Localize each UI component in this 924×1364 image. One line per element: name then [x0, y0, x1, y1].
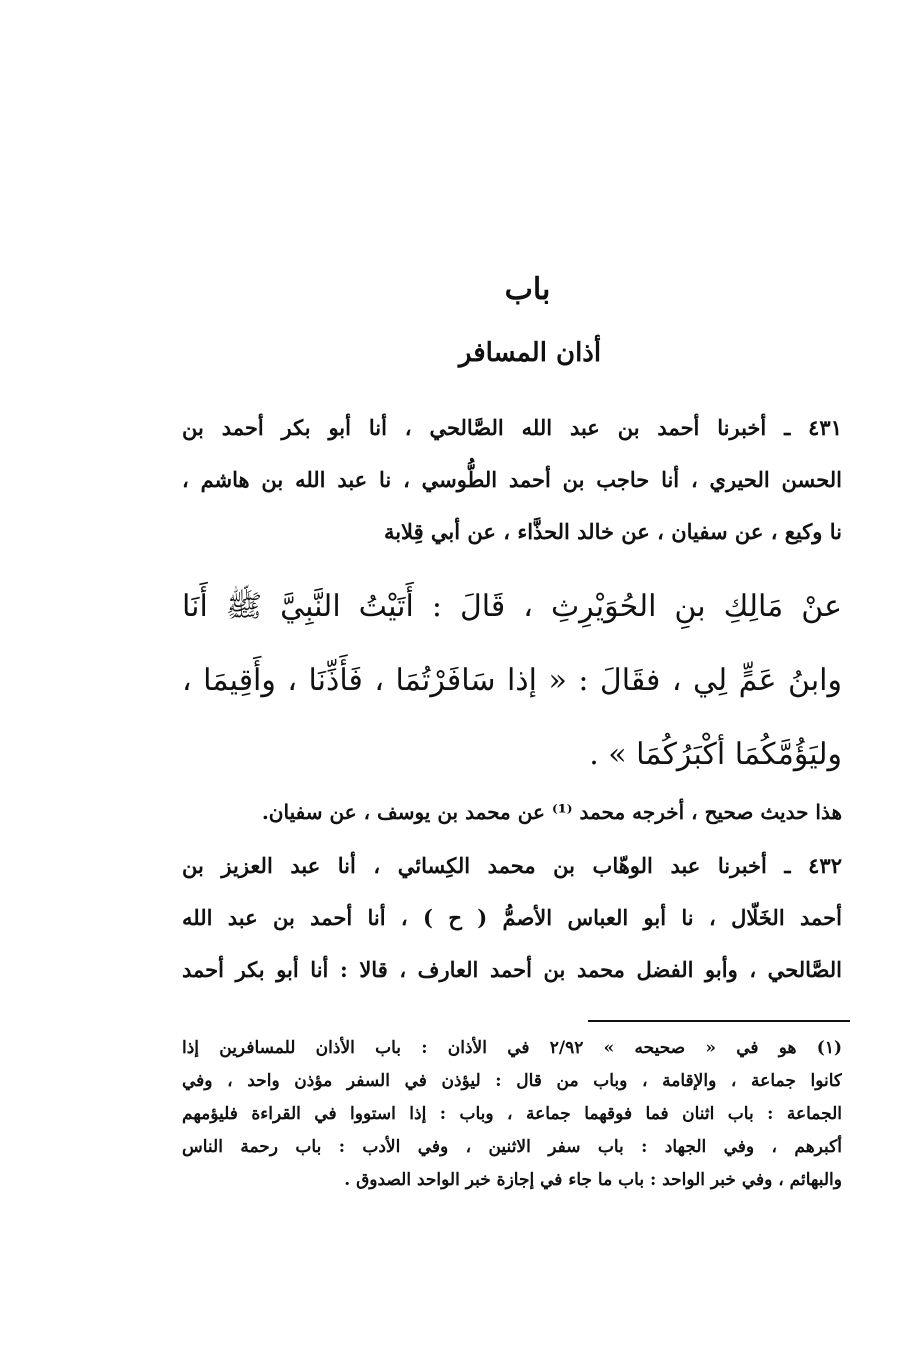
- sanad-line: أحمد الخَلّال ، نا أبو العباس الأصمُّ ( ح ) ، أنا أحمد بن عبد الله: [182, 905, 842, 930]
- sanad-line: ٤٣٢ ـ أخبرنا عبد الوهّاب بن محمد الكِسائي ، أنا عبد العزيز بن: [182, 853, 842, 878]
- footnote-line: الجماعة : باب اثنان فما فوقهما جماعة ، وباب : إذا استووا في القراءة فليؤمهم: [182, 1104, 842, 1124]
- hadith-431-sanad: [182, 402, 842, 558]
- footnote-line: والبهائم ، وفي خبر الواحد : باب ما جاء في إجازة خبر الواحد الصدوق .: [344, 1170, 842, 1190]
- matn-line: وابنُ عَمٍّ لِي ، فقَالَ : « إذا سَافَرْتُمَا ، فَأَذِّنَا ، وأَقِيمَا ،: [182, 663, 842, 698]
- hadith-431-matn: [182, 570, 842, 792]
- hadith-431-verdict: [182, 794, 842, 830]
- footnote-line: كانوا جماعة ، والإقامة ، وباب من قال : ليؤذن في السفر مؤذن واحد ، وفي: [182, 1071, 842, 1091]
- chapter-heading: باب: [504, 272, 551, 307]
- footnote-line: أكبرهم ، وفي الجهاد : باب سفر الاثنين ، وفي الأدب : باب رحمة الناس: [182, 1137, 842, 1157]
- sanad-line: ٤٣١ ـ أخبرنا أحمد بن عبد الله الصَّالحي ، أنا أبو بكر أحمد بن: [182, 415, 842, 440]
- hadith-432-sanad: [182, 840, 842, 996]
- footnote-line: (١) هو في « صحيحه » ٢/٩٢ في الأذان : باب الأذان للمسافرين إذا: [182, 1038, 842, 1058]
- footnotes: [182, 1032, 842, 1197]
- chapter-title: أذان المسافر: [458, 338, 602, 368]
- sanad-line: الحسن الحيري ، أنا حاجب بن أحمد الطُّوسي ، نا عبد الله بن هاشم ،: [182, 467, 842, 492]
- matn-line: عنْ مَالِكِ بنِ الحُوَيْرِثِ ، قَالَ : أَتَيْتُ النَّبِيَّ ﷺ أَنَا: [182, 589, 842, 624]
- matn-line: وليَؤُمَّكُمَا أكْبَرُكُمَا » .: [589, 737, 842, 772]
- verdict-line: هذا حديث صحيح ، أخرجه محمد ⁽¹⁾ عن محمد بن يوسف ، عن سفيان.: [261, 800, 842, 824]
- sanad-line: نا وكيع ، عن سفيان ، عن خالد الحذَّاء ، عن أبي قِلابة: [383, 519, 842, 544]
- footnote-divider: [588, 1020, 850, 1022]
- sanad-line: الصَّالحي ، وأبو الفضل محمد بن أحمد العارف ، قالا : أنا أبو بكر أحمد: [182, 957, 842, 982]
